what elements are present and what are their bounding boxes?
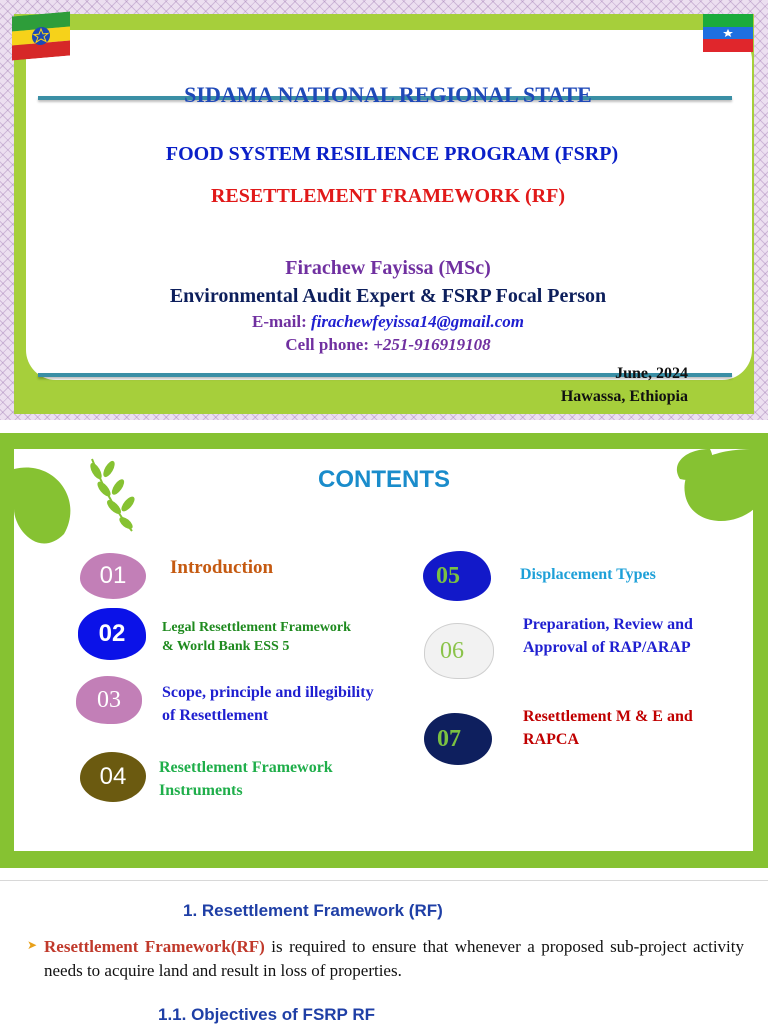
author-name: Firachew Fayissa (MSc) xyxy=(285,257,491,279)
item-03-badge[interactable] xyxy=(76,676,142,724)
email-label: E-mail: xyxy=(252,312,307,331)
item-06-badge[interactable] xyxy=(424,623,494,679)
phone-label: Cell phone: xyxy=(285,335,369,354)
email-line xyxy=(4,312,768,332)
item-07-number: 07 xyxy=(437,726,461,752)
item-04-label-line-1: Resettlement Framework xyxy=(159,759,333,776)
rf-slide xyxy=(0,880,768,1025)
rf-bullet-lead: Resettlement Framework(RF) xyxy=(44,937,265,956)
item-04-label-line-2: Instruments xyxy=(159,782,243,799)
item-07-label-line-2: RAPCA xyxy=(523,731,579,748)
item-07-label[interactable] xyxy=(523,705,693,751)
contents-slide xyxy=(0,433,768,868)
item-06-label-line-1: Preparation, Review and xyxy=(523,616,693,633)
item-01-label[interactable]: Introduction xyxy=(170,557,274,578)
rf-bullet-rest: is required to ensure that whenever a proposed sub-project activity needs to acquire land and result in loss of properties. xyxy=(44,937,744,980)
item-01-number: 01 xyxy=(99,562,127,589)
author-role: Environmental Audit Expert & FSRP Focal Person xyxy=(169,285,607,307)
rf-heading: 1. Resettlement Framework (RF) xyxy=(183,901,443,920)
item-03-label-line-2: of Resettlement xyxy=(162,707,269,724)
item-06-number: 06 xyxy=(440,638,464,664)
item-07-label-line-1: Resettlement M & E and xyxy=(523,708,693,725)
item-04-label[interactable] xyxy=(159,756,333,802)
item-05-label[interactable]: Displacement Types xyxy=(520,566,656,583)
region-title: SIDAMA NATIONAL REGIONAL STATE xyxy=(184,82,592,107)
item-01-badge[interactable] xyxy=(80,553,146,599)
item-02-number: 02 xyxy=(98,620,126,647)
cover-location: Hawassa, Ethiopia xyxy=(560,388,688,405)
item-02-label-line-1: Legal Resettlement Framework xyxy=(162,620,351,635)
item-05-number: 05 xyxy=(436,563,460,589)
item-07-badge[interactable] xyxy=(424,713,492,765)
item-02-label-line-2: & World Bank ESS 5 xyxy=(162,639,290,654)
leaf-decoration-right-icon xyxy=(650,449,754,539)
rf-subheading: 1.1. Objectives of FSRP RF xyxy=(158,1005,375,1024)
rf-bullet-text xyxy=(44,935,744,983)
phone-line xyxy=(4,335,768,355)
cover-slide xyxy=(0,0,768,420)
item-06-label[interactable] xyxy=(523,613,693,659)
sidama-flag-icon xyxy=(703,14,753,52)
item-05-badge[interactable] xyxy=(423,551,491,601)
item-03-number: 03 xyxy=(97,687,121,713)
item-03-label-line-1: Scope, principle and illegibility xyxy=(162,684,374,701)
item-04-badge[interactable] xyxy=(80,752,146,802)
item-06-label-line-2: Approval of RAP/ARAP xyxy=(523,639,691,656)
item-02-label[interactable] xyxy=(162,618,351,656)
bullet-arrow-icon: ➤ xyxy=(27,938,38,952)
item-04-number: 04 xyxy=(99,763,127,790)
ethiopia-flag-icon xyxy=(12,11,70,60)
cover-date: June, 2024 xyxy=(615,365,688,382)
item-03-label[interactable] xyxy=(162,681,374,727)
contents-title: CONTENTS xyxy=(318,466,450,493)
document-title: RESETTLEMENT FRAMEWORK (RF) xyxy=(210,185,566,207)
program-title: FOOD SYSTEM RESILIENCE PROGRAM (FSRP) xyxy=(165,143,619,165)
email-address[interactable]: firachewfeyissa14@gmail.com xyxy=(311,312,524,331)
item-02-badge[interactable] xyxy=(78,608,146,660)
leaf-decoration-icon xyxy=(14,449,164,549)
phone-number: +251-916919108 xyxy=(373,335,491,354)
